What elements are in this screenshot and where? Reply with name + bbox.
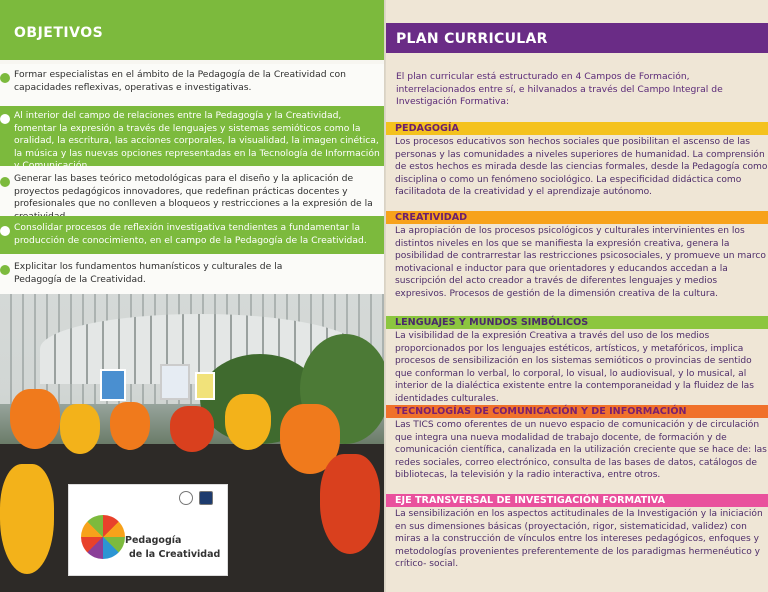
protest-sign — [100, 369, 126, 401]
objetivo-text: Formar especialistas en el ámbito de la Pedagogía de la Creatividad con capacidades reflexivas, operativas e investigativas. — [14, 69, 346, 93]
costume-mask — [60, 404, 100, 454]
section-heading-pedagogia: PEDAGOGÍA — [386, 122, 768, 135]
parade-photo — [0, 294, 386, 592]
banner — [68, 484, 228, 576]
section-body-tecnologias: Las TICS como oferentes de un nuevo espacio de comunicación y de circulación que integra una nueva modalidad de trabajo docente, de formación y de comunicación científica, canalizada en la utilización creciente que se hace de: las redes sociales, correo electrónico, consulta de las bases de datos, catálogos de bibliotecas, la televisión y la radio interactiva, entre otros. — [395, 420, 767, 481]
objetivos-title: OBJETIVOS — [14, 25, 104, 41]
costume-mask — [320, 454, 380, 554]
institution-logo-icon — [199, 491, 213, 505]
objetivo-text: Al interior del campo de relaciones entre la Pedagogía y la Creatividad, fomentar la expresión a través de lenguajes y sistemas semióticos como la oralidad, la escritura, las acciones corporales, la visualidad, la imagen cinética, la música y las nuevas opciones representadas en la Tecnología de Información — [14, 110, 380, 159]
plan-title: PLAN CURRICULAR — [396, 31, 548, 47]
objetivo-item-3 — [0, 166, 386, 216]
objetivo-text: Generar las bases teórico metodológicas para el diseño y la aplicación de proyectos pedagógicos innovadores, que redefinan prácticas docentes y profesionales que no conlleven a bloqueos y restricciones a la expresión de la — [14, 173, 373, 210]
section-body-lenguajes: La visibilidad de la expresión Creativa a través del uso de los medios proporcionados por los lenguajes estéticos, artísticos, y metafóricos, implica procesos de sensibilización en los sistemas semióticos o provincias de sentido que conforman lo verbal, lo corporal, lo visual, lo audiovisual, y lo musical, al interior de la dialéctica existente entre la contemporaneidad y la fluidez de las identidades culturales. — [395, 331, 754, 404]
section-body-pedagogia: Los procesos educativos son hechos sociales que posibilitan el ascenso de las personas y las comunidades a niveles superiores de humanidad. La comprensión de estos hechos es mirada desde las ciencias formales, desde la Pedagogía como disciplina o como un fenómeno sociológico. La especificidad didáctica como facilitadota de la creatividad y el aprendizaje autónomo. — [395, 137, 768, 198]
bullet-icon — [0, 114, 10, 124]
banner-line-1: Pedagogía — [125, 535, 182, 546]
university-logo-icon — [179, 491, 193, 505]
plan-panel — [386, 0, 768, 592]
costume-mask — [225, 394, 271, 450]
protest-sign — [195, 372, 215, 400]
costume-mask — [170, 406, 214, 452]
bullet-icon — [0, 73, 10, 83]
section-heading-eje: EJE TRANSVERSAL DE INVESTIGACIÓN FORMATIVA — [386, 494, 768, 507]
bullet-icon — [0, 226, 10, 236]
banner-line-2: de la Creatividad — [129, 549, 221, 560]
section-heading-lenguajes: LENGUAJES Y MUNDOS SIMBÓLICOS — [386, 316, 768, 329]
costume-mask — [10, 389, 60, 449]
plan-intro: El plan curricular está estructurado en 4 Campos de Formación, interrelacionados entre sí, e hilvanados a través del Campo Integral de Investigación Formativa: — [396, 71, 723, 108]
objetivo-item-5 — [0, 254, 386, 294]
bullet-icon — [0, 265, 10, 275]
bullet-icon — [0, 177, 10, 187]
objetivo-text: Explicitar los fundamentos humanísticos y culturales de la Pedagogía de la Creatividad. — [14, 261, 283, 285]
protest-sign — [160, 364, 190, 400]
costume-mask — [0, 464, 54, 574]
objetivo-text: Consolidar procesos de reflexión investigativa tendientes a fundamentar la producción de conocimiento, en el campo de la Pedagogía de la Creatividad. — [14, 222, 367, 246]
objetivo-item-4 — [0, 216, 386, 254]
section-heading-creatividad: CREATIVIDAD — [386, 211, 768, 224]
costume-mask — [110, 402, 150, 450]
plan-header — [386, 23, 768, 53]
flower-logo-icon — [81, 515, 125, 559]
objetivos-header — [0, 0, 386, 60]
section-heading-tecnologias: TECNOLOGÍAS DE COMUNICACIÓN Y DE INFORMACIÓN — [386, 405, 768, 418]
objetivo-item-2 — [0, 106, 386, 166]
section-body-eje: La sensibilización en los aspectos actitudinales de la Investigación y la iniciación en sus dimensiones básicas (proyectación, rigor, sistematicidad, validez) con miras a la construcción de vínculos entre los intereses pedagógicos, enfoques y metodologías provenientes preferentemente de los paradigmas hermenéutico y crítico- social. — [395, 509, 763, 570]
section-body-creatividad: La apropiación de los procesos psicológicos y culturales intervinientes en los distintos niveles en los que se manifiesta la expresión creativa, genera la posibilidad de contrarrestar las restricciones psicosociales, y promueve un marco motivacional e inductor para que orientadores y educandos accedan a la suscripción del acto creador a través de diferentes lenguajes y medios expresivos. Procesos de gestión de la dimensión creativa de la cultura. — [395, 226, 766, 299]
objetivo-item-1 — [0, 64, 386, 106]
